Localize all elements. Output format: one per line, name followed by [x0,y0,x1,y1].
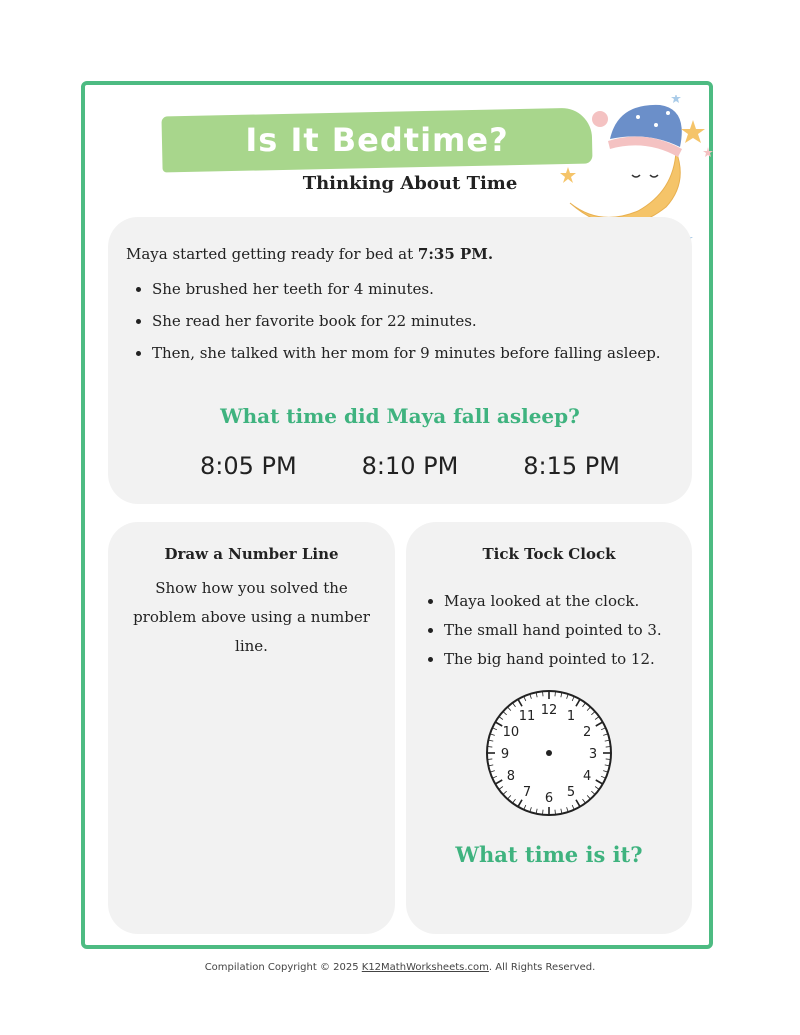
step-list [130,280,661,376]
footer-suffix: . All Rights Reserved. [488,962,596,973]
list-item: • The big hand pointed to 12. [444,650,662,668]
clock-tick [487,759,492,760]
list-item: • Maya looked at the clock. [444,592,662,610]
list-item: • Then, she talked with her mom for 9 minutes before falling asleep. [152,344,661,362]
clock-number: 3 [588,747,598,762]
clock-tick [543,691,544,696]
clock-tick [487,747,492,748]
page-subtitle: Thinking About Time [302,173,518,194]
problem-question: What time did Maya fall asleep? [220,404,580,428]
clock-number: 7 [522,785,532,801]
clock-tick [555,810,556,815]
clock-number: 1 [566,708,576,724]
clock-tick [606,747,611,748]
clock-number: 5 [566,785,576,801]
clock-tick [543,810,544,815]
clock-tick [555,691,556,696]
intro-text: Maya started getting ready for bed at [126,245,418,263]
answer-choice: 8:05 PM [200,452,297,480]
clock-question: What time is it? [455,842,643,867]
clock-number: 8 [506,769,516,784]
list-item: • She read her favorite book for 22 minutes. [152,312,661,330]
clock-number: 2 [582,725,592,740]
clock-number: 4 [582,769,592,784]
clock-number: 11 [518,708,536,724]
clock-number: 6 [544,791,554,806]
clock-face-icon [484,688,614,818]
number-line-instructions: Show how you solved the problem above using a number line. [133,579,370,655]
footer-prefix: Compilation Copyright © 2025 [204,962,362,973]
list-item: • She brushed her teeth for 4 minutes. [152,280,661,298]
number-line-title: Draw a Number Line [164,545,339,563]
clock-tick [606,759,611,760]
answer-choice: 8:10 PM [361,452,459,480]
clock-number: 9 [500,747,510,762]
footer-copyright [0,962,800,973]
clock-title: Tick Tock Clock [482,545,616,563]
answer-choice: 8:15 PM [523,452,620,480]
clock-number: 10 [502,725,520,740]
clock-number: 12 [540,703,558,718]
page-title: Is It Bedtime? [245,121,509,159]
problem-intro [126,245,493,263]
clock-facts [424,592,662,679]
answer-choices [200,452,620,480]
start-time: 7:35 PM. [417,245,494,263]
list-item: • The small hand pointed to 3. [444,621,662,639]
footer-link[interactable]: K12MathWorksheets.com [361,962,489,973]
nightcap-icon [592,105,682,157]
